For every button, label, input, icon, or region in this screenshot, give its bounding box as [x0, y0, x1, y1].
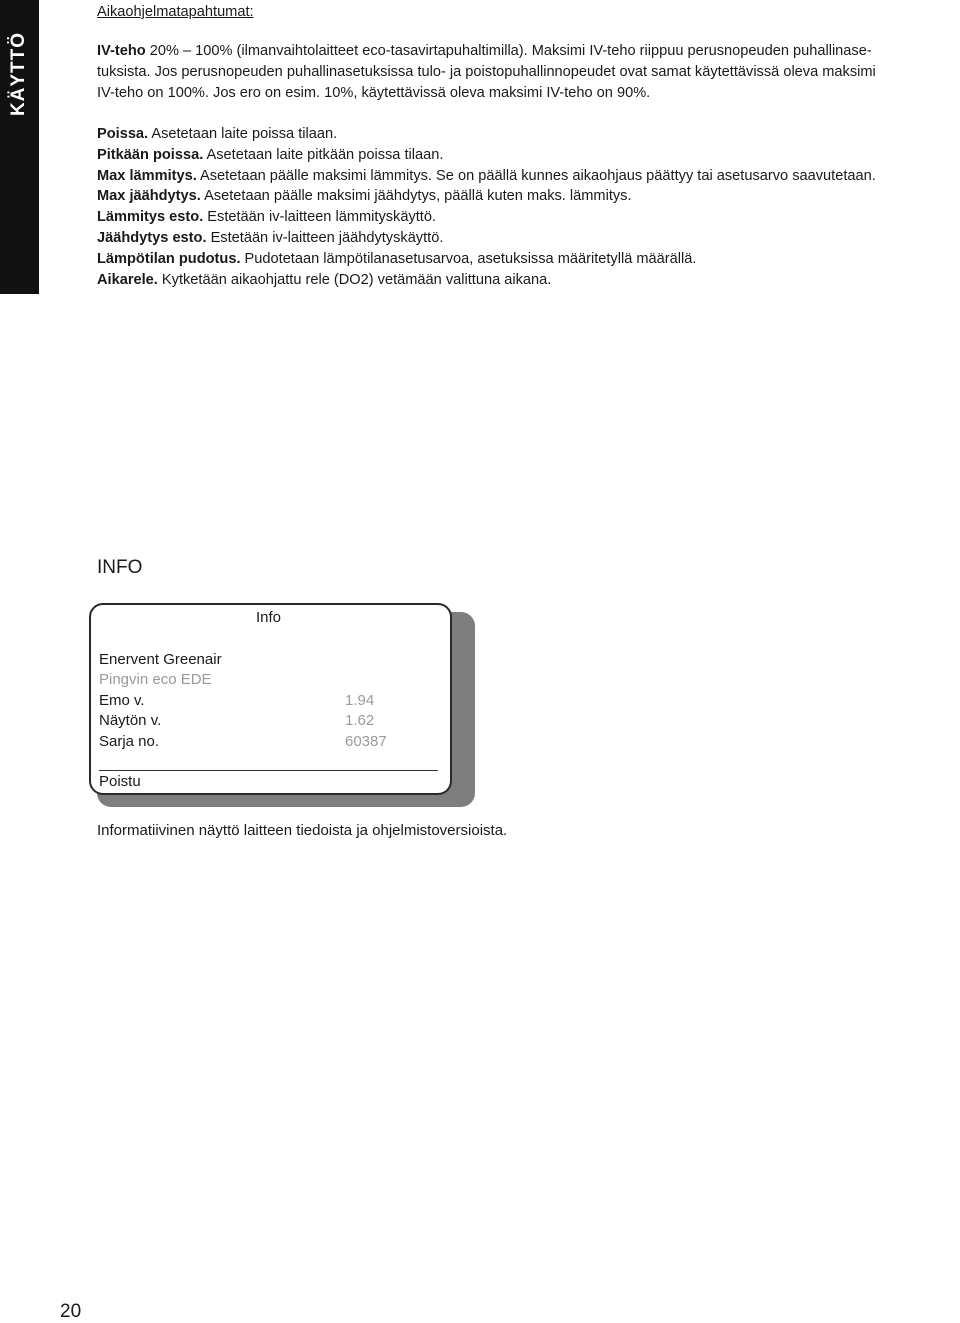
mode-desc: Asetetaan laite pitkään poissa tilaan.	[203, 146, 444, 163]
product-name: Enervent Greenair	[99, 651, 222, 668]
mode-term: Lämmitys esto.	[97, 209, 204, 226]
mode-term: Pitkään poissa.	[97, 146, 204, 163]
mode-row	[97, 207, 957, 228]
mode-term: Aikarele.	[97, 271, 158, 288]
mode-term: Poissa.	[97, 126, 149, 142]
section-title: Aikaohjelmatapahtumat:	[97, 4, 254, 20]
mode-desc: Asetetaan laite poissa tilaan.	[148, 126, 338, 142]
iv-text-1: 20% – 100% (ilmanvaihtolaitteet eco-tasavirtapuhaltimilla). Maksimi IV-teho riippuu perusnopeuden puhallinase-	[145, 43, 872, 59]
screen-caption: Informatiivinen näyttö laitteen tiedoista ja ohjelmistoversioista.	[97, 822, 508, 839]
mode-desc: Kytketään aikaohjattu rele (DO2) vetämään valittuna aikana.	[157, 271, 552, 288]
info-row-label: Sarja no.	[99, 733, 160, 750]
mode-desc: Estetään iv-laitteen lämmityskäyttö.	[203, 209, 437, 226]
info-row-value: 1.94	[345, 692, 375, 709]
mode-row	[97, 228, 957, 249]
device-screen	[89, 603, 452, 795]
mode-desc: Estetään iv-laitteen jäähdytyskäyttö.	[206, 229, 444, 246]
mode-desc: Asetetaan päälle maksimi jäähdytys, päällä kuten maks. lämmitys.	[200, 188, 632, 205]
model-name: Pingvin eco EDE	[99, 671, 212, 688]
mode-row	[97, 124, 957, 145]
mode-desc: Asetetaan päälle maksimi lämmitys. Se on päällä kunnes aikaohjaus päättyy tai asetusarvo saavutetaan.	[196, 167, 876, 184]
info-row-label: Näytön v.	[99, 712, 162, 729]
side-tab-label: KÄYTTÖ	[8, 31, 29, 117]
mode-term: Lämpötilan pudotus.	[97, 250, 241, 267]
info-heading: INFO	[97, 557, 143, 578]
mode-row	[97, 186, 957, 207]
iv-line-3: IV-teho on 100%. Jos ero on esim. 10%, käytettävissä oleva maksimi IV-teho on 90%.	[97, 85, 651, 101]
info-row-value: 60387	[345, 733, 387, 750]
mode-row	[97, 166, 957, 187]
mode-term: Max jäähdytys.	[97, 188, 201, 205]
iv-paragraph	[97, 41, 957, 104]
mode-row	[97, 249, 957, 270]
side-tab	[0, 0, 39, 294]
mode-list	[97, 124, 957, 290]
exit-button[interactable]: Poistu	[99, 773, 141, 790]
mode-term: Max lämmitys.	[97, 167, 197, 184]
screen-divider	[99, 770, 438, 771]
screen-title: Info	[256, 609, 282, 626]
iv-line-2: tuksista. Jos perusnopeuden puhallinasetuksissa tulo- ja poistopuhallinnopeudet ovat samat käytettävissä oleva maksimi	[97, 64, 876, 80]
iv-term: IV-teho	[97, 43, 146, 59]
mode-row	[97, 270, 957, 291]
info-row-value: 1.62	[345, 712, 375, 729]
mode-row	[97, 145, 957, 166]
mode-desc: Pudotetaan lämpötilanasetusarvoa, asetuksissa määritetyllä määrällä.	[240, 250, 697, 267]
info-row-label: Emo v.	[99, 692, 145, 709]
page-number: 20	[60, 1301, 82, 1322]
iv-line-1	[97, 41, 957, 62]
mode-term: Jäähdytys esto.	[97, 229, 207, 246]
